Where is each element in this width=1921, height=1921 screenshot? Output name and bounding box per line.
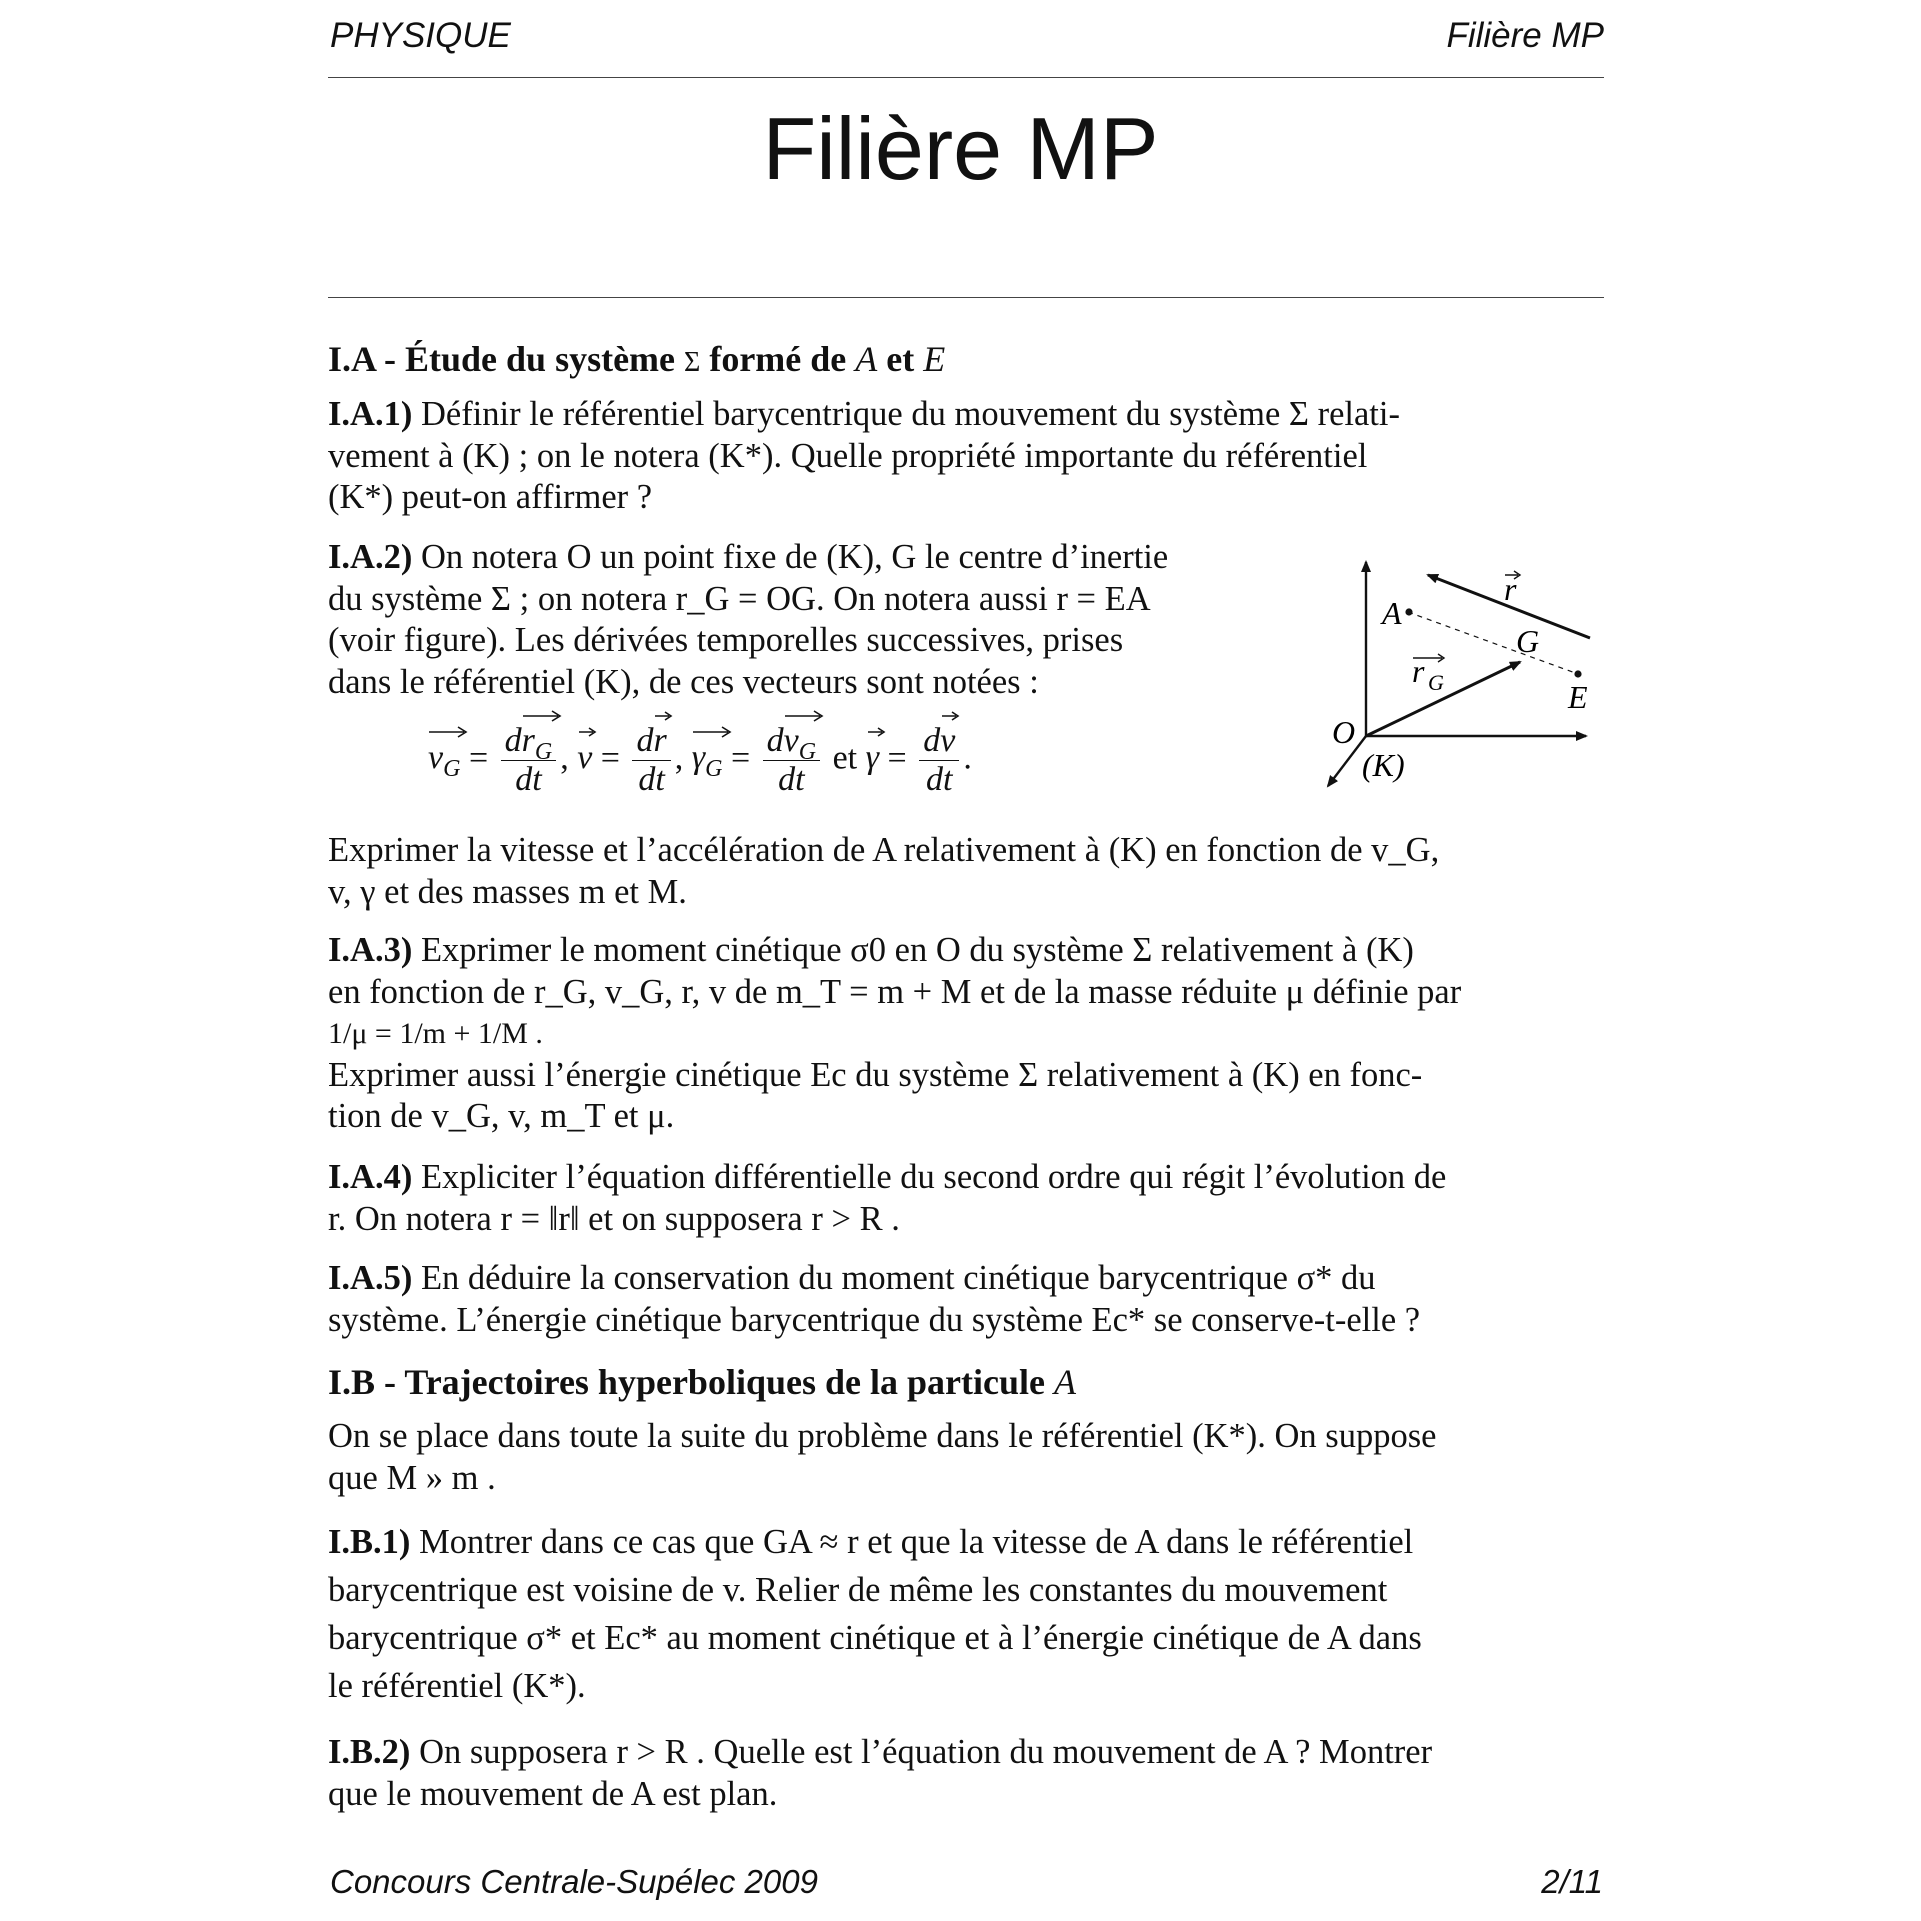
section-b-var-a: A [1053,1362,1076,1402]
question-ia5-line1 [328,1258,1604,1300]
question-ia5-label: I.A.5) [328,1259,413,1297]
question-ia2-label: I.A.2) [328,538,413,576]
question-ia3-line3: 1/μ = 1/m + 1/M . [328,1017,543,1050]
question-ib1 [328,1518,1604,1710]
question-ia3 [328,930,1604,1138]
question-ib1-line4: le référentiel (K*). [328,1667,586,1705]
section-a-var-a: A [855,339,878,379]
question-ia1-line3: (K*) peut-on affirmer ? [328,478,653,516]
question-ia1-label: I.A.1) [328,395,413,433]
page-title: Filière MP [762,99,1159,198]
question-ia3-text1: Exprimer le moment cinétique σ0 en O du système Σ relativement à (K) [420,931,1414,969]
question-ia1 [328,394,1604,519]
figure-label-g: G [1516,623,1540,659]
question-ia2-line4: dans le référentiel (K), de ces vecteurs sont notées : [328,662,1039,701]
question-ia3-line5: tion de v_G, v, m_T et μ. [328,1097,675,1135]
figure-label-rg-sub: G [1428,670,1444,695]
figure-label-a: A [1382,595,1402,631]
question-ia3-line2: en fonction de r_G, v_G, r, v de m_T = m + M et de la masse réduite μ définie par [328,972,1462,1011]
figure-label-k: (K) [1362,747,1405,783]
section-a-prefix: I.A - Étude du système [328,339,676,379]
question-ia2-line1 [328,537,1293,579]
footer-contest: Concours Centrale-Supélec 2009 [330,1863,818,1900]
question-ia5-line2: système. L’énergie cinétique barycentrique du système Ec* se conserve-t-elle ? [328,1300,1421,1339]
section-a-sigma: Σ [684,347,701,378]
section-b-intro-line2: que M » m . [328,1458,496,1497]
vector-figure [1320,550,1620,795]
question-ia1-text1: Définir le référentiel barycentrique du mouvement du système Σ relati- [420,395,1400,433]
question-ia4 [328,1157,1604,1240]
question-ib1-line3: barycentrique σ* et Ec* au moment cinétique et à l’énergie cinétique de A dans [328,1619,1422,1657]
section-b-intro-line1: On se place dans toute la suite du problème dans le référentiel (K*). On suppose [328,1417,1437,1455]
question-ia2-line3: (voir figure). Les dérivées temporelles successives, prises [328,621,1124,659]
title-rule [328,297,1604,298]
question-ib2 [328,1732,1604,1815]
question-ia4-text1: Expliciter l’équation différentielle du second ordre qui régit l’évolution de [420,1158,1447,1196]
section-a-mid: formé de [709,339,847,379]
question-ia3-label: I.A.3) [328,931,413,969]
question-ia4-line1 [328,1157,1604,1199]
question-ia3-line4: Exprimer aussi l’énergie cinétique Ec du système Σ relativement à (K) en fonc- [328,1055,1423,1094]
question-ib2-label: I.B.2) [328,1733,411,1771]
section-heading-a [328,338,945,380]
question-ia4-label: I.A.4) [328,1158,413,1196]
point-a [1405,608,1412,615]
question-ia2-line2: du système Σ ; on notera r_G = OG. On notera aussi r = EA [328,579,1151,618]
question-ia3-line1 [328,930,1604,972]
question-ia5-text1: En déduire la conservation du moment cinétique barycentrique σ* du [420,1259,1376,1297]
section-b-intro [328,1416,1604,1499]
section-b-text: I.B - Trajectoires hyperboliques de la particule [328,1362,1045,1402]
header-rule [328,77,1604,78]
question-ib1-line2: barycentrique est voisine de v. Relier de même les constantes du mouvement [328,1571,1388,1609]
line-ae-dashed [1408,612,1578,674]
derivative-equations: $v_G$ = $\frac{dr_G}{dt}$ , v = $\frac{dr}{dt}$ , $\gamma_G$ = $\frac{dv_G}{dt}$ et γ = $\frac{dv}{dt}$ . [428,722,972,799]
question-ia2-text1: On notera O un point fixe de (K), G le centre d’inertie [420,538,1169,576]
question-ia4-line2: r. On notera r = ‖r‖ et on supposera r > R . [328,1199,900,1238]
figure-label-rg: r [1412,653,1425,689]
question-ib1-text1: Montrer dans ce cas que GA ≈ r et que la vitesse de A dans le référentiel [419,1523,1414,1561]
footer-page-number: 2/11 [1541,1863,1603,1900]
header-subject: PHYSIQUE [330,16,511,55]
figure-label-e: E [1568,679,1588,715]
question-ib2-line2: que le mouvement de A est plan. [328,1774,778,1813]
question-ia2-after1: Exprimer la vitesse et l’accélération de A relativement à (K) en fonction de v_G, [328,831,1440,869]
question-ia2-after2: v, γ et des masses m et M. [328,872,687,911]
question-ia2 [328,537,1293,703]
point-e [1574,670,1581,677]
figure-label-r: r [1504,571,1517,607]
question-ia1-line1 [328,394,1604,436]
section-a-var-e: E [923,339,946,379]
question-ib2-line1 [328,1732,1604,1774]
question-ib1-label: I.B.1) [328,1523,411,1561]
figure-label-o: O [1332,714,1356,750]
section-heading-b [328,1361,1076,1403]
question-ib1-line1 [328,1518,1604,1566]
header-track: Filière MP [1446,16,1604,55]
question-ia1-line2: vement à (K) ; on le notera (K*). Quelle propriété importante du référentiel [328,436,1368,475]
question-ia5 [328,1258,1604,1341]
question-ib2-text1: On supposera r > R . Quelle est l’équation du mouvement de A ? Montrer [419,1733,1433,1771]
section-a-and: et [886,339,915,379]
question-ia2-continued [328,830,1604,913]
